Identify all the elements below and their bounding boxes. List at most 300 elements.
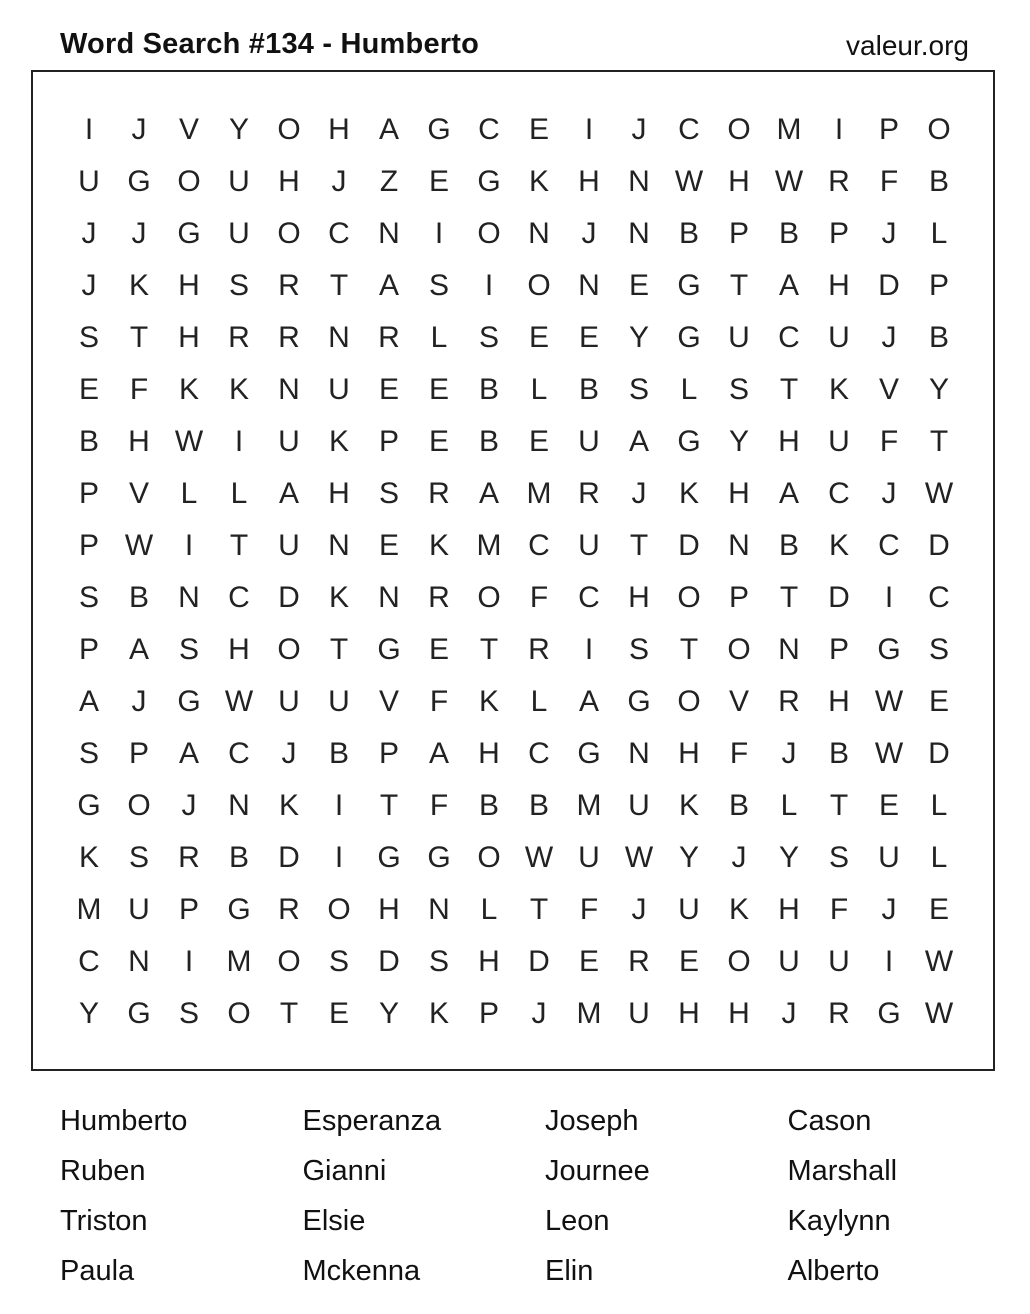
grid-cell[interactable]: Y [778, 841, 799, 874]
grid-cell[interactable]: O [277, 113, 301, 146]
grid-cell[interactable]: O [227, 997, 251, 1030]
grid-cell[interactable]: G [127, 165, 151, 198]
grid-cell[interactable]: T [929, 425, 949, 458]
grid-cell[interactable]: K [328, 425, 349, 458]
grid-cell[interactable]: C [578, 581, 600, 614]
grid-cell[interactable]: A [778, 269, 799, 302]
grid-cell[interactable]: P [78, 633, 99, 666]
grid-cell[interactable]: A [428, 737, 449, 770]
grid-cell[interactable]: K [278, 789, 299, 822]
grid-cell[interactable]: L [930, 217, 948, 250]
grid-cell[interactable]: N [528, 217, 550, 250]
grid-cell[interactable]: U [278, 685, 300, 718]
grid-cell[interactable]: P [928, 269, 949, 302]
grid-cell[interactable]: P [878, 113, 899, 146]
grid-cell[interactable]: O [727, 113, 751, 146]
grid-cell[interactable]: D [378, 945, 400, 978]
grid-cell[interactable]: E [428, 425, 449, 458]
grid-cell[interactable]: E [528, 425, 549, 458]
grid-cell[interactable]: W [874, 685, 904, 718]
grid-cell[interactable]: J [131, 113, 147, 146]
grid-cell[interactable]: E [528, 321, 549, 354]
grid-cell[interactable]: T [129, 321, 149, 354]
grid-cell[interactable]: J [281, 737, 297, 770]
grid-cell[interactable]: T [529, 893, 549, 926]
grid-cell[interactable]: I [184, 945, 194, 978]
grid-cell[interactable]: S [378, 477, 399, 510]
grid-cell[interactable]: L [530, 685, 548, 718]
grid-cell[interactable]: E [928, 893, 949, 926]
grid-cell[interactable]: B [478, 789, 499, 822]
grid-cell[interactable]: W [224, 685, 254, 718]
grid-cell[interactable]: O [177, 165, 201, 198]
grid-cell[interactable]: N [578, 269, 600, 302]
grid-cell[interactable]: H [678, 737, 700, 770]
grid-cell[interactable]: J [581, 217, 597, 250]
grid-cell[interactable]: K [128, 269, 149, 302]
grid-cell[interactable]: H [478, 737, 500, 770]
grid-cell[interactable]: U [578, 841, 600, 874]
grid-cell[interactable]: S [178, 633, 199, 666]
grid-cell[interactable]: G [877, 997, 901, 1030]
grid-cell[interactable]: K [78, 841, 99, 874]
grid-cell[interactable]: H [228, 633, 250, 666]
grid-cell[interactable]: G [877, 633, 901, 666]
grid-cell[interactable]: O [727, 945, 751, 978]
grid-cell[interactable]: B [578, 373, 599, 406]
grid-cell[interactable]: R [278, 893, 300, 926]
grid-cell[interactable]: U [228, 217, 250, 250]
grid-cell[interactable]: I [184, 529, 194, 562]
grid-cell[interactable]: S [428, 945, 449, 978]
grid-cell[interactable]: W [674, 165, 704, 198]
grid-cell[interactable]: P [478, 997, 499, 1030]
grid-cell[interactable]: G [627, 685, 651, 718]
grid-cell[interactable]: J [531, 997, 547, 1030]
grid-cell[interactable]: H [628, 581, 650, 614]
grid-cell[interactable]: A [78, 685, 99, 718]
grid-cell[interactable]: U [828, 321, 850, 354]
grid-cell[interactable]: R [178, 841, 200, 874]
grid-cell[interactable]: A [178, 737, 199, 770]
grid-cell[interactable]: N [778, 633, 800, 666]
grid-cell[interactable]: H [778, 425, 800, 458]
grid-cell[interactable]: F [729, 737, 749, 770]
grid-cell[interactable]: P [378, 737, 399, 770]
grid-cell[interactable]: M [526, 477, 552, 510]
grid-cell[interactable]: B [528, 789, 549, 822]
grid-cell[interactable]: G [577, 737, 601, 770]
grid-cell[interactable]: J [731, 841, 747, 874]
grid-cell[interactable]: P [828, 217, 849, 250]
grid-cell[interactable]: S [728, 373, 749, 406]
grid-cell[interactable]: K [428, 997, 449, 1030]
grid-cell[interactable]: H [328, 113, 350, 146]
grid-cell[interactable]: E [578, 945, 599, 978]
grid-cell[interactable]: U [328, 373, 350, 406]
grid-cell[interactable]: H [378, 893, 400, 926]
grid-cell[interactable]: J [81, 217, 97, 250]
grid-cell[interactable]: J [631, 893, 647, 926]
grid-cell[interactable]: G [677, 321, 701, 354]
grid-cell[interactable]: F [579, 893, 599, 926]
grid-cell[interactable]: D [278, 581, 300, 614]
grid-cell[interactable]: L [430, 321, 448, 354]
grid-cell[interactable]: W [524, 841, 554, 874]
grid-cell[interactable]: O [477, 581, 501, 614]
grid-cell[interactable]: R [828, 997, 850, 1030]
grid-cell[interactable]: S [78, 581, 99, 614]
grid-cell[interactable]: G [477, 165, 501, 198]
grid-cell[interactable]: G [177, 685, 201, 718]
grid-cell[interactable]: U [778, 945, 800, 978]
grid-cell[interactable]: J [631, 113, 647, 146]
grid-cell[interactable]: H [478, 945, 500, 978]
grid-cell[interactable]: T [779, 581, 799, 614]
grid-cell[interactable]: O [277, 217, 301, 250]
grid-cell[interactable]: G [427, 841, 451, 874]
grid-cell[interactable]: F [129, 373, 149, 406]
grid-cell[interactable]: S [128, 841, 149, 874]
grid-cell[interactable]: Z [379, 165, 399, 198]
grid-cell[interactable]: K [728, 893, 749, 926]
grid-cell[interactable]: D [878, 269, 900, 302]
grid-cell[interactable]: B [478, 373, 499, 406]
grid-cell[interactable]: M [476, 529, 502, 562]
grid-cell[interactable]: F [429, 789, 449, 822]
grid-cell[interactable]: S [478, 321, 499, 354]
grid-cell[interactable]: E [528, 113, 549, 146]
grid-cell[interactable]: S [78, 737, 99, 770]
grid-cell[interactable]: J [881, 893, 897, 926]
grid-cell[interactable]: R [428, 581, 450, 614]
grid-cell[interactable]: K [678, 789, 699, 822]
grid-cell[interactable]: D [528, 945, 550, 978]
grid-cell[interactable]: Y [228, 113, 249, 146]
grid-cell[interactable]: H [678, 997, 700, 1030]
grid-cell[interactable]: N [328, 529, 350, 562]
grid-cell[interactable]: U [878, 841, 900, 874]
grid-cell[interactable]: D [278, 841, 300, 874]
grid-cell[interactable]: K [678, 477, 699, 510]
grid-cell[interactable]: J [331, 165, 347, 198]
grid-cell[interactable]: R [778, 685, 800, 718]
grid-cell[interactable]: L [780, 789, 798, 822]
grid-cell[interactable]: J [781, 997, 797, 1030]
grid-cell[interactable]: R [528, 633, 550, 666]
grid-cell[interactable]: H [178, 269, 200, 302]
grid-cell[interactable]: N [428, 893, 450, 926]
grid-cell[interactable]: H [578, 165, 600, 198]
grid-cell[interactable]: I [434, 217, 444, 250]
grid-cell[interactable]: N [628, 737, 650, 770]
grid-cell[interactable]: D [928, 737, 950, 770]
grid-cell[interactable]: K [228, 373, 249, 406]
grid-cell[interactable]: H [728, 997, 750, 1030]
grid-cell[interactable]: R [278, 269, 300, 302]
grid-cell[interactable]: T [329, 633, 349, 666]
grid-cell[interactable]: A [778, 477, 799, 510]
grid-cell[interactable]: T [229, 529, 249, 562]
grid-cell[interactable]: B [778, 529, 799, 562]
grid-cell[interactable]: G [377, 633, 401, 666]
grid-cell[interactable]: G [677, 425, 701, 458]
grid-cell[interactable]: C [228, 737, 250, 770]
grid-cell[interactable]: J [881, 321, 897, 354]
grid-cell[interactable]: J [631, 477, 647, 510]
grid-cell[interactable]: V [878, 373, 899, 406]
grid-cell[interactable]: C [228, 581, 250, 614]
grid-cell[interactable]: U [128, 893, 150, 926]
grid-cell[interactable]: K [428, 529, 449, 562]
grid-cell[interactable]: D [928, 529, 950, 562]
grid-cell[interactable]: P [178, 893, 199, 926]
grid-cell[interactable]: H [728, 477, 750, 510]
grid-cell[interactable]: D [828, 581, 850, 614]
grid-cell[interactable]: N [728, 529, 750, 562]
grid-cell[interactable]: H [728, 165, 750, 198]
grid-cell[interactable]: E [378, 529, 399, 562]
grid-cell[interactable]: F [879, 165, 899, 198]
grid-cell[interactable]: M [226, 945, 252, 978]
grid-cell[interactable]: B [928, 321, 949, 354]
grid-cell[interactable]: L [530, 373, 548, 406]
grid-cell[interactable]: C [678, 113, 700, 146]
grid-cell[interactable]: R [578, 477, 600, 510]
grid-cell[interactable]: E [578, 321, 599, 354]
grid-cell[interactable]: C [328, 217, 350, 250]
grid-cell[interactable]: E [428, 633, 449, 666]
grid-cell[interactable]: L [230, 477, 248, 510]
grid-cell[interactable]: O [127, 789, 151, 822]
grid-cell[interactable]: W [624, 841, 654, 874]
grid-cell[interactable]: E [428, 165, 449, 198]
grid-cell[interactable]: P [828, 633, 849, 666]
grid-cell[interactable]: U [828, 425, 850, 458]
grid-cell[interactable]: F [429, 685, 449, 718]
grid-cell[interactable]: L [680, 373, 698, 406]
grid-cell[interactable]: N [378, 217, 400, 250]
grid-cell[interactable]: P [78, 529, 99, 562]
grid-cell[interactable]: E [878, 789, 899, 822]
grid-cell[interactable]: U [278, 425, 300, 458]
grid-cell[interactable]: D [678, 529, 700, 562]
grid-cell[interactable]: J [881, 217, 897, 250]
grid-cell[interactable]: U [828, 945, 850, 978]
grid-cell[interactable]: O [927, 113, 951, 146]
grid-cell[interactable]: J [181, 789, 197, 822]
grid-cell[interactable]: H [178, 321, 200, 354]
grid-cell[interactable]: M [576, 997, 602, 1030]
grid-cell[interactable]: B [228, 841, 249, 874]
grid-cell[interactable]: B [78, 425, 99, 458]
grid-cell[interactable]: I [234, 425, 244, 458]
grid-cell[interactable]: K [828, 373, 849, 406]
grid-cell[interactable]: W [174, 425, 204, 458]
grid-cell[interactable]: C [928, 581, 950, 614]
grid-cell[interactable]: I [484, 269, 494, 302]
grid-cell[interactable]: I [834, 113, 844, 146]
grid-cell[interactable]: B [928, 165, 949, 198]
grid-cell[interactable]: S [428, 269, 449, 302]
grid-cell[interactable]: M [776, 113, 802, 146]
grid-cell[interactable]: L [180, 477, 198, 510]
grid-cell[interactable]: C [78, 945, 100, 978]
grid-cell[interactable]: T [279, 997, 299, 1030]
grid-cell[interactable]: A [378, 113, 399, 146]
grid-cell[interactable]: R [378, 321, 400, 354]
grid-cell[interactable]: A [478, 477, 499, 510]
grid-cell[interactable]: T [829, 789, 849, 822]
grid-cell[interactable]: G [377, 841, 401, 874]
grid-cell[interactable]: P [128, 737, 149, 770]
grid-cell[interactable]: I [884, 945, 894, 978]
grid-cell[interactable]: K [328, 581, 349, 614]
grid-cell[interactable]: F [829, 893, 849, 926]
grid-cell[interactable]: Y [628, 321, 649, 354]
grid-cell[interactable]: E [378, 373, 399, 406]
grid-cell[interactable]: K [478, 685, 499, 718]
grid-cell[interactable]: B [328, 737, 349, 770]
grid-cell[interactable]: U [78, 165, 100, 198]
grid-cell[interactable]: B [778, 217, 799, 250]
grid-cell[interactable]: U [278, 529, 300, 562]
grid-cell[interactable]: H [778, 893, 800, 926]
grid-cell[interactable]: N [128, 945, 150, 978]
grid-cell[interactable]: W [924, 477, 954, 510]
grid-cell[interactable]: A [578, 685, 599, 718]
grid-cell[interactable]: M [76, 893, 102, 926]
grid-cell[interactable]: P [78, 477, 99, 510]
grid-cell[interactable]: W [874, 737, 904, 770]
grid-cell[interactable]: E [678, 945, 699, 978]
grid-cell[interactable]: J [131, 685, 147, 718]
grid-cell[interactable]: K [178, 373, 199, 406]
grid-cell[interactable]: N [378, 581, 400, 614]
grid-cell[interactable]: S [228, 269, 249, 302]
grid-cell[interactable]: P [728, 217, 749, 250]
grid-cell[interactable]: U [578, 425, 600, 458]
grid-cell[interactable]: G [227, 893, 251, 926]
grid-cell[interactable]: V [128, 477, 149, 510]
grid-cell[interactable]: B [728, 789, 749, 822]
grid-cell[interactable]: N [328, 321, 350, 354]
grid-cell[interactable]: C [528, 737, 550, 770]
grid-cell[interactable]: U [728, 321, 750, 354]
grid-cell[interactable]: E [78, 373, 99, 406]
grid-cell[interactable]: C [478, 113, 500, 146]
grid-cell[interactable]: Y [378, 997, 399, 1030]
grid-cell[interactable]: T [779, 373, 799, 406]
grid-cell[interactable]: U [678, 893, 700, 926]
grid-cell[interactable]: O [277, 633, 301, 666]
grid-cell[interactable]: L [930, 841, 948, 874]
grid-cell[interactable]: T [379, 789, 399, 822]
grid-cell[interactable]: B [128, 581, 149, 614]
grid-cell[interactable]: S [628, 633, 649, 666]
grid-cell[interactable]: R [278, 321, 300, 354]
grid-cell[interactable]: O [327, 893, 351, 926]
grid-cell[interactable]: H [328, 477, 350, 510]
grid-cell[interactable]: A [128, 633, 149, 666]
grid-cell[interactable]: K [528, 165, 549, 198]
grid-cell[interactable]: I [334, 789, 344, 822]
grid-cell[interactable]: I [84, 113, 94, 146]
grid-cell[interactable]: M [576, 789, 602, 822]
grid-cell[interactable]: H [828, 685, 850, 718]
grid-cell[interactable]: E [628, 269, 649, 302]
grid-cell[interactable]: W [924, 997, 954, 1030]
grid-cell[interactable]: T [479, 633, 499, 666]
grid-cell[interactable]: U [578, 529, 600, 562]
grid-cell[interactable]: F [529, 581, 549, 614]
grid-cell[interactable]: T [729, 269, 749, 302]
grid-cell[interactable]: Y [728, 425, 749, 458]
grid-cell[interactable]: P [378, 425, 399, 458]
grid-cell[interactable]: O [277, 945, 301, 978]
grid-cell[interactable]: I [334, 841, 344, 874]
grid-cell[interactable]: N [278, 373, 300, 406]
grid-cell[interactable]: J [881, 477, 897, 510]
grid-cell[interactable]: I [884, 581, 894, 614]
grid-cell[interactable]: A [628, 425, 649, 458]
grid-cell[interactable]: U [628, 997, 650, 1030]
grid-cell[interactable]: E [328, 997, 349, 1030]
grid-cell[interactable]: N [228, 789, 250, 822]
grid-cell[interactable]: B [828, 737, 849, 770]
grid-cell[interactable]: S [828, 841, 849, 874]
grid-cell[interactable]: B [478, 425, 499, 458]
grid-cell[interactable]: A [378, 269, 399, 302]
grid-cell[interactable]: S [328, 945, 349, 978]
grid-cell[interactable]: H [128, 425, 150, 458]
grid-cell[interactable]: S [928, 633, 949, 666]
grid-cell[interactable]: I [584, 113, 594, 146]
grid-cell[interactable]: T [679, 633, 699, 666]
grid-cell[interactable]: E [428, 373, 449, 406]
grid-cell[interactable]: J [81, 269, 97, 302]
grid-cell[interactable]: G [677, 269, 701, 302]
grid-cell[interactable]: S [78, 321, 99, 354]
grid-cell[interactable]: O [677, 581, 701, 614]
grid-cell[interactable]: H [278, 165, 300, 198]
grid-cell[interactable]: U [228, 165, 250, 198]
grid-cell[interactable]: J [131, 217, 147, 250]
grid-cell[interactable]: V [728, 685, 749, 718]
grid-cell[interactable]: O [527, 269, 551, 302]
grid-cell[interactable]: B [678, 217, 699, 250]
grid-cell[interactable]: W [924, 945, 954, 978]
grid-cell[interactable]: Y [78, 997, 99, 1030]
grid-cell[interactable]: L [930, 789, 948, 822]
grid-cell[interactable]: G [127, 997, 151, 1030]
grid-cell[interactable]: U [328, 685, 350, 718]
grid-cell[interactable]: V [178, 113, 199, 146]
grid-cell[interactable]: I [584, 633, 594, 666]
grid-cell[interactable]: O [677, 685, 701, 718]
grid-cell[interactable]: Y [678, 841, 699, 874]
grid-cell[interactable]: O [727, 633, 751, 666]
grid-cell[interactable]: W [124, 529, 154, 562]
grid-cell[interactable]: U [628, 789, 650, 822]
grid-cell[interactable]: K [828, 529, 849, 562]
grid-cell[interactable]: R [428, 477, 450, 510]
grid-cell[interactable]: C [828, 477, 850, 510]
grid-cell[interactable]: S [178, 997, 199, 1030]
grid-cell[interactable]: A [278, 477, 299, 510]
grid-cell[interactable]: R [628, 945, 650, 978]
grid-cell[interactable]: C [778, 321, 800, 354]
